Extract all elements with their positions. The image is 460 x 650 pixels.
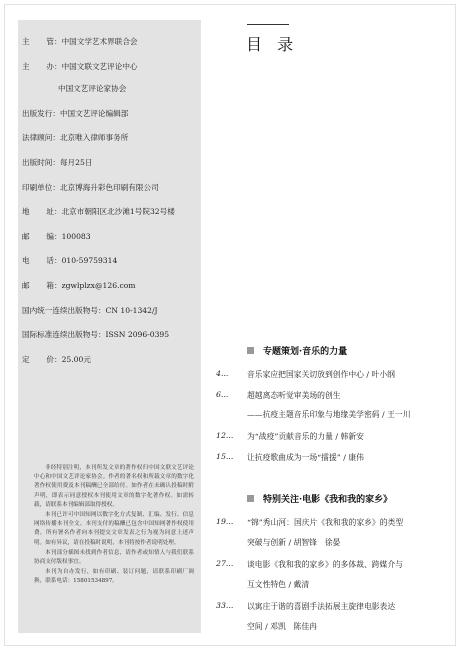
entry-page: 15... bbox=[216, 452, 234, 461]
notice-paragraph: 本刊部分插图未找到作者信息，请作者或知情人与我们联系协商支付版权事宜。 bbox=[34, 549, 194, 566]
toc-entry[interactable]: 以寓庄于谐的喜剧手法拓展主旋律电影表达 bbox=[247, 602, 396, 611]
toc-entry[interactable]: 超越离态听觉审美场的创生 bbox=[247, 391, 341, 400]
colophon-organizer: 主办 ： 中国文联文艺评论中心 bbox=[22, 61, 138, 71]
colophon-phone: 电话 ： 010-59759314 bbox=[22, 256, 118, 266]
toc-entry[interactable]: “锦”秀山河：国庆片《我和我的家乡》的类型 bbox=[247, 518, 404, 527]
colophon-issn: 国际标准连续出版物号 ： ISSN 2096-0395 bbox=[22, 330, 170, 340]
toc-entry-continued[interactable]: ——抗疫主题音乐印象与地缘美学密码 / 王一川 bbox=[247, 410, 411, 419]
square-bullet-icon bbox=[247, 347, 254, 354]
copyright-notice bbox=[34, 464, 194, 588]
notice-paragraph: 非经特别注明，本刊所发文章的著作权归中国文联文艺评论中心和中国文艺评论家协会。作者的著名权和所载文章的数字化著作权使用费及本刊稿酬已全部给付。如作者在未确认投稿时附声明，即表示同意授权本刊使用文章的数字化著作权。如需转载，请联系本刊编辑部取得授权。 bbox=[34, 465, 194, 508]
section-heading: 专题策划·音乐的力量 bbox=[247, 344, 347, 357]
colophon-sponsor: 主管 ： 中国文学艺术界联合会 bbox=[22, 37, 138, 46]
toc-entry-continued[interactable]: 互文性特色 / 戴清 bbox=[247, 580, 310, 589]
section-heading: 特别关注·电影《我和我的家乡》 bbox=[247, 492, 392, 505]
colophon-address: 地址 ： 北京市朝阳区北沙滩1号院32号楼 bbox=[22, 207, 175, 217]
entry-page: 12... bbox=[216, 431, 234, 440]
colophon-printer: 印刷单位 ： 北京博海升彩色印刷有限公司 bbox=[22, 182, 159, 192]
toc-entry[interactable]: 音乐家应把国家关切放到创作中心 / 叶小纲 bbox=[247, 370, 395, 379]
colophon-legal: 法律顾问 ： 北京唯入律师事务所 bbox=[22, 133, 129, 143]
colophon-pubdate: 出版时间 ： 每月25日 bbox=[22, 157, 93, 167]
square-bullet-icon bbox=[247, 495, 254, 502]
colophon-organizer-2: 中国文艺评论家协会 bbox=[58, 84, 127, 94]
entry-page: 27... bbox=[216, 559, 234, 568]
notice-paragraph: 本刊为自办发行，如有印刷、装订问题，请联系印刷厂调换，联系电话：15801534897。 bbox=[34, 569, 194, 585]
colophon-price: 定价 ： 25.00元 bbox=[22, 354, 91, 364]
toc-entry[interactable]: 谈电影《我和我的家乡》的多体裁、跨媒介与 bbox=[247, 560, 403, 569]
toc-title: 目 录 bbox=[246, 35, 299, 54]
entry-page: 19... bbox=[216, 517, 234, 526]
colophon-info bbox=[22, 36, 200, 378]
notice-paragraph: 本刊已许可中国知网以数字化方式复制、汇编、发行、信息网络传播本刊全文。本刊支付的稿酬已包含中国知网著作权使用费，所有署名作者向本刊提交文章发表之行为视为同意上述声明。如有异议，请在投稿时说明，本刊将按作者说明处理。 bbox=[34, 512, 194, 546]
entry-page: 4... bbox=[216, 369, 229, 378]
entry-page: 33... bbox=[216, 601, 234, 610]
entry-page: 6... bbox=[216, 390, 229, 399]
toc-entry[interactable]: 让抗疫歌曲成为一场“擂援” / 康伟 bbox=[247, 453, 364, 462]
colophon-postcode: 邮编 ： 100083 bbox=[22, 231, 91, 241]
toc-entry[interactable]: 为“战疫”贡献音乐的力量 / 韩新安 bbox=[247, 432, 364, 441]
colophon-panel bbox=[18, 20, 201, 633]
title-rule bbox=[247, 24, 289, 25]
toc-entry-continued[interactable]: 空间 / 邓凯 陈佳冉 bbox=[247, 622, 317, 631]
colophon-cn: 国内统一连续出版物号 ： CN 10-1342/J bbox=[22, 305, 158, 315]
colophon-email: 邮箱 ： zgwlplzx@126.com bbox=[22, 280, 136, 290]
toc-entry-continued[interactable]: 突破与创新 / 胡智锋 徐晏 bbox=[247, 538, 341, 547]
colophon-publisher: 出版发行 ： 中国文艺评论编辑部 bbox=[22, 108, 129, 118]
